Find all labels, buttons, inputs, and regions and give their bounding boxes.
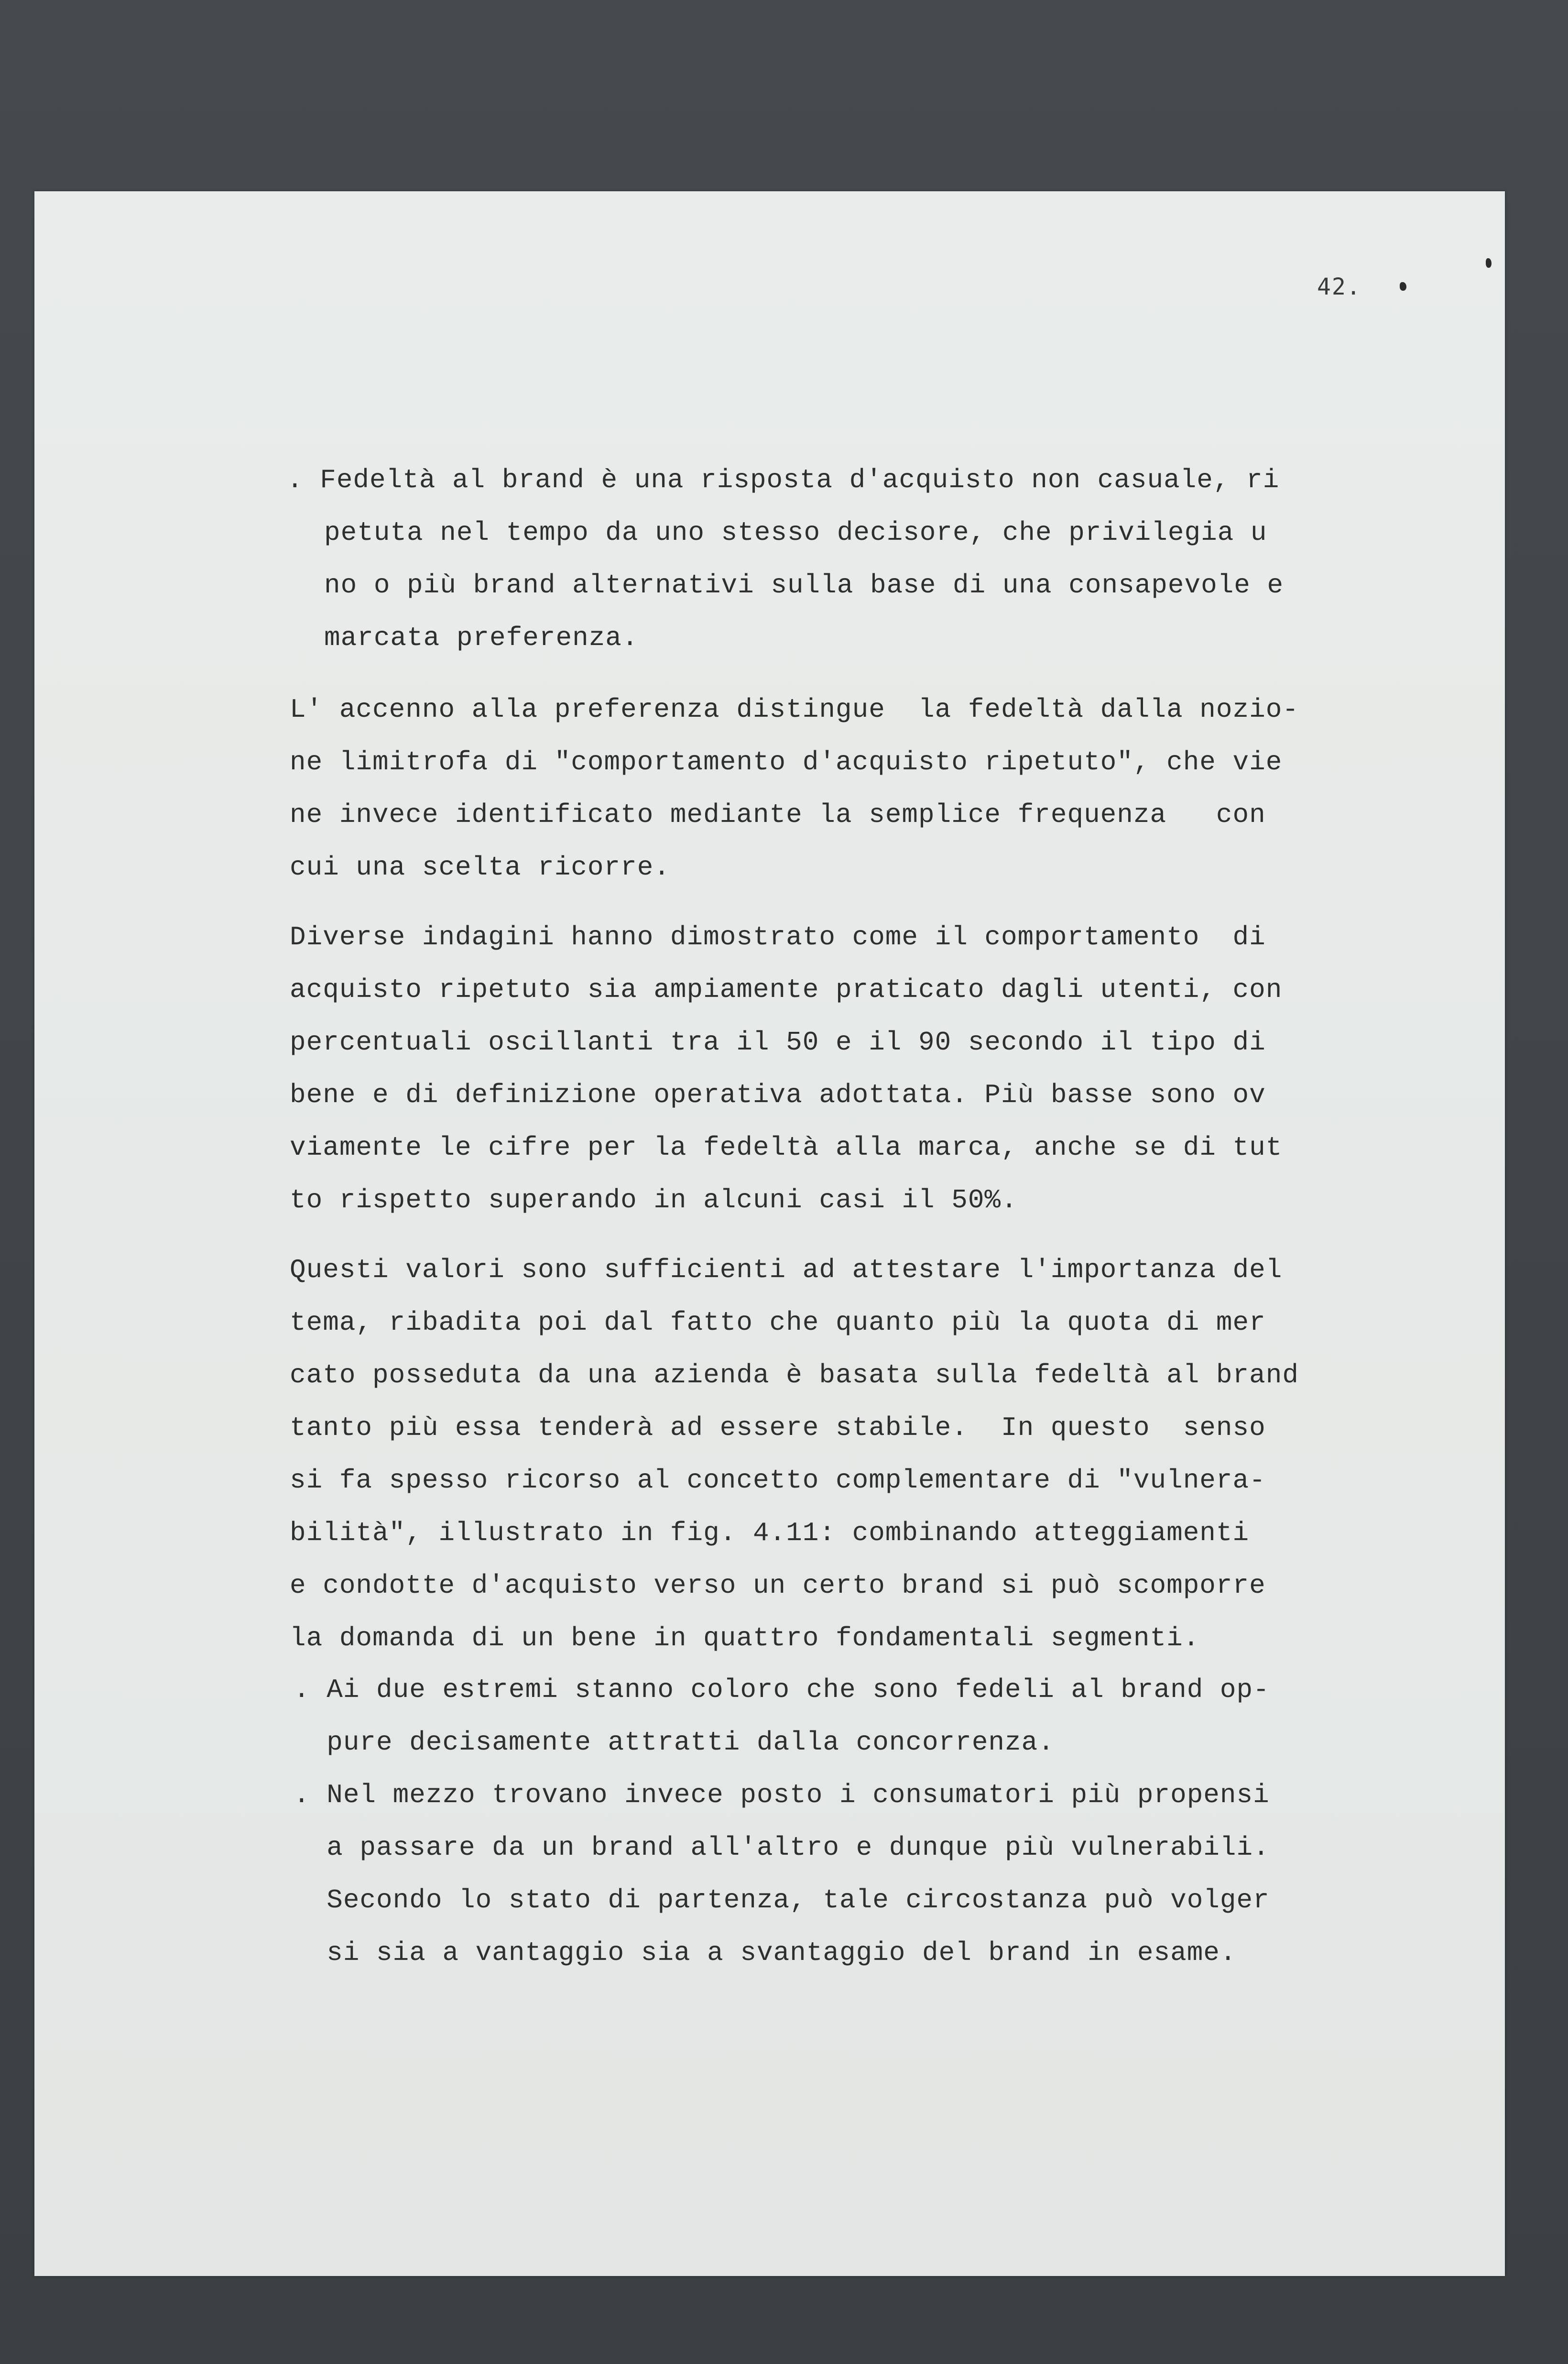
text-line: viamente le cifre per la fedeltà alla marca, anche se di tut: [290, 1132, 1283, 1163]
text-line: la domanda di un bene in quattro fondamentali segmenti.: [290, 1623, 1200, 1653]
text-line: Questi valori sono sufficienti ad attestare l'importanza del: [290, 1255, 1283, 1285]
text-line: marcata preferenza.: [324, 623, 639, 653]
text-line: bene e di definizione operativa adottata. Più basse sono ov: [290, 1080, 1266, 1110]
text-line: percentuali oscillanti tra il 50 e il 90 secondo il tipo di: [290, 1027, 1266, 1058]
text-line: si fa spesso ricorso al concetto complementare di "vulnera-: [290, 1465, 1266, 1496]
text-line: acquisto ripetuto sia ampiamente praticato dagli utenti, con: [290, 974, 1283, 1005]
text-line: to rispetto superando in alcuni casi il 50%.: [290, 1185, 1018, 1215]
text-line: ne invece identificato mediante la semplice frequenza con: [290, 799, 1266, 830]
text-line: bilità", illustrato in fig. 4.11: combinando atteggiamenti: [290, 1518, 1250, 1548]
text-line: e condotte d'acquisto verso un certo brand si può scomporre: [290, 1570, 1266, 1601]
text-line: petuta nel tempo da uno stesso decisore, che privilegia u: [324, 517, 1267, 548]
text-line: . Fedeltà al brand è una risposta d'acquisto non casuale, ri: [287, 465, 1280, 495]
text-line: cato posseduta da una azienda è basata sulla fedeltà al brand: [290, 1360, 1299, 1390]
bullet-line: Secondo lo stato di partenza, tale circostanza può volger: [294, 1885, 1270, 1915]
text-line: cui una scelta ricorre.: [290, 852, 670, 883]
bullet-line: pure decisamente attratti dalla concorrenza.: [294, 1727, 1055, 1758]
bullet-line: . Nel mezzo trovano invece posto i consumatori più propensi: [294, 1780, 1270, 1810]
ink-spot: [1400, 282, 1406, 291]
text-line: tanto più essa tenderà ad essere stabile. In questo senso: [290, 1412, 1266, 1443]
bullet-line: a passare da un brand all'altro e dunque più vulnerabili.: [294, 1832, 1270, 1863]
page-number: 42.: [1317, 274, 1361, 300]
text-line: Diverse indagini hanno dimostrato come il comportamento di: [290, 922, 1266, 952]
text-line: ne limitrofa di "comportamento d'acquisto ripetuto", che vie: [290, 747, 1283, 777]
text-line: tema, ribadita poi dal fatto che quanto più la quota di mer: [290, 1307, 1266, 1338]
ink-spot: [1486, 258, 1492, 268]
bullet-line: si sia a vantaggio sia a svantaggio del brand in esame.: [294, 1937, 1237, 1968]
text-line: no o più brand alternativi sulla base di una consapevole e: [324, 570, 1284, 601]
bullet-line: . Ai due estremi stanno coloro che sono fedeli al brand op-: [294, 1674, 1270, 1705]
text-line: L' accenno alla preferenza distingue la fedeltà dalla nozio-: [290, 694, 1299, 725]
